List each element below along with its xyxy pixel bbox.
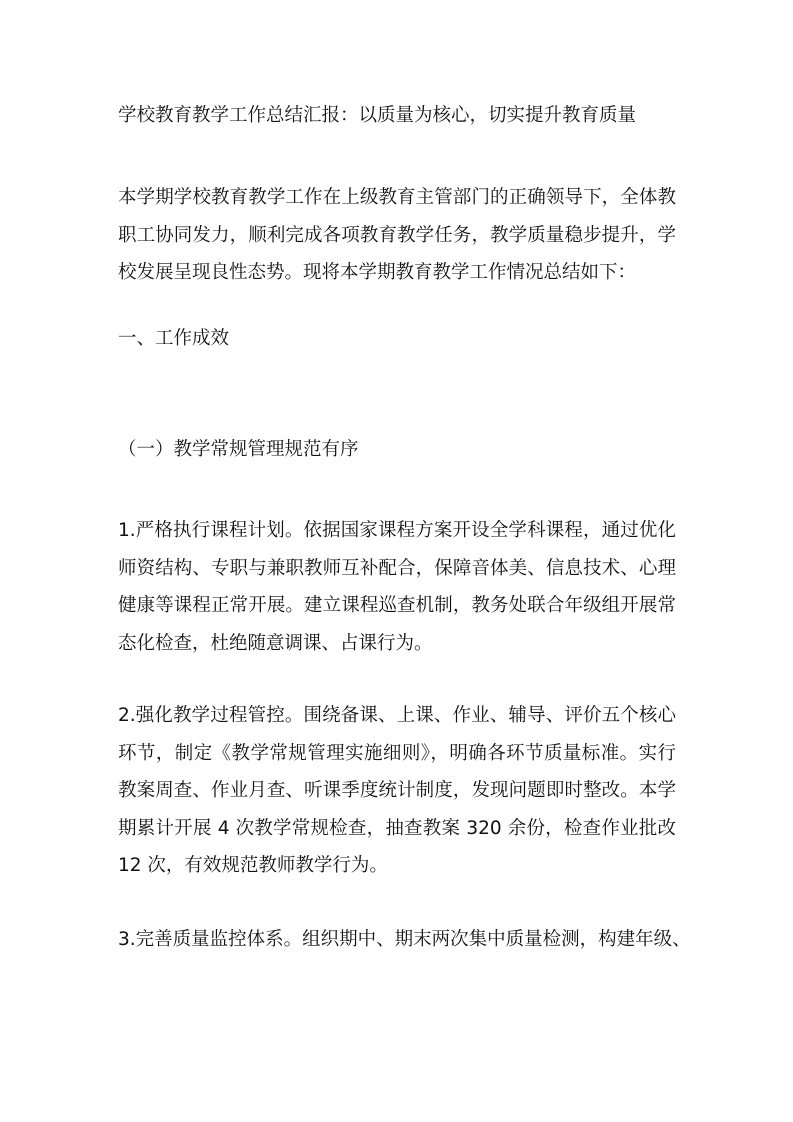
text-line: 职工协同发力，顺利完成各项教育教学任务，教学质量稳步提升，学	[118, 224, 676, 246]
section-heading	[118, 320, 676, 358]
title-line: 学校教育教学工作总结汇报：以质量为核心，切实提升教育质量	[118, 105, 637, 126]
text-line: 校发展呈现良性态势。现将本学期教育教学工作情况总结如下：	[118, 262, 637, 283]
text-line: 态化检查，杜绝随意调课、占课行为。	[118, 632, 433, 654]
subsection-heading	[118, 431, 676, 469]
text-line: 1.严格执行课程计划。依据国家课程方案开设全学科课程，通过优化	[118, 520, 676, 541]
text-line: 教案周查、作业月查、听课季度统计制度，发现问题即时整改。本学	[118, 780, 676, 801]
item-2-paragraph	[118, 697, 676, 885]
text-line: 本学期学校教育教学工作在上级教育主管部门的正确领导下，全体教	[118, 187, 676, 208]
text-line: 2.强化教学过程管控。围绕备课、上课、作业、辅导、评价五个核心	[118, 705, 676, 726]
text-line: 健康等课程正常开展。建立课程巡查机制，教务处联合年级组开展常	[118, 595, 676, 616]
text-line: 环节，制定《教学常规管理实施细则》，明确各环节质量标准。实行	[118, 742, 676, 764]
item-1-paragraph	[118, 512, 676, 662]
subsection-heading-text: （一）教学常规管理规范有序	[118, 439, 359, 460]
section-heading-text: 一、工作成效	[118, 328, 230, 349]
intro-paragraph	[118, 179, 676, 292]
document-title	[118, 97, 676, 135]
text-line: 师资结构、专职与兼职教师互补配合，保障音体美、信息技术、心理	[118, 557, 676, 579]
text-line: 期累计开展 4 次教学常规检查，抽查教案 320 余份，检查作业批改	[118, 817, 676, 839]
text-line: 3.完善质量监控体系。组织期中、期末两次集中质量检测，构建年级、	[118, 929, 691, 950]
item-3-paragraph	[118, 921, 691, 959]
text-line: 12 次，有效规范教师教学行为。	[118, 855, 388, 876]
